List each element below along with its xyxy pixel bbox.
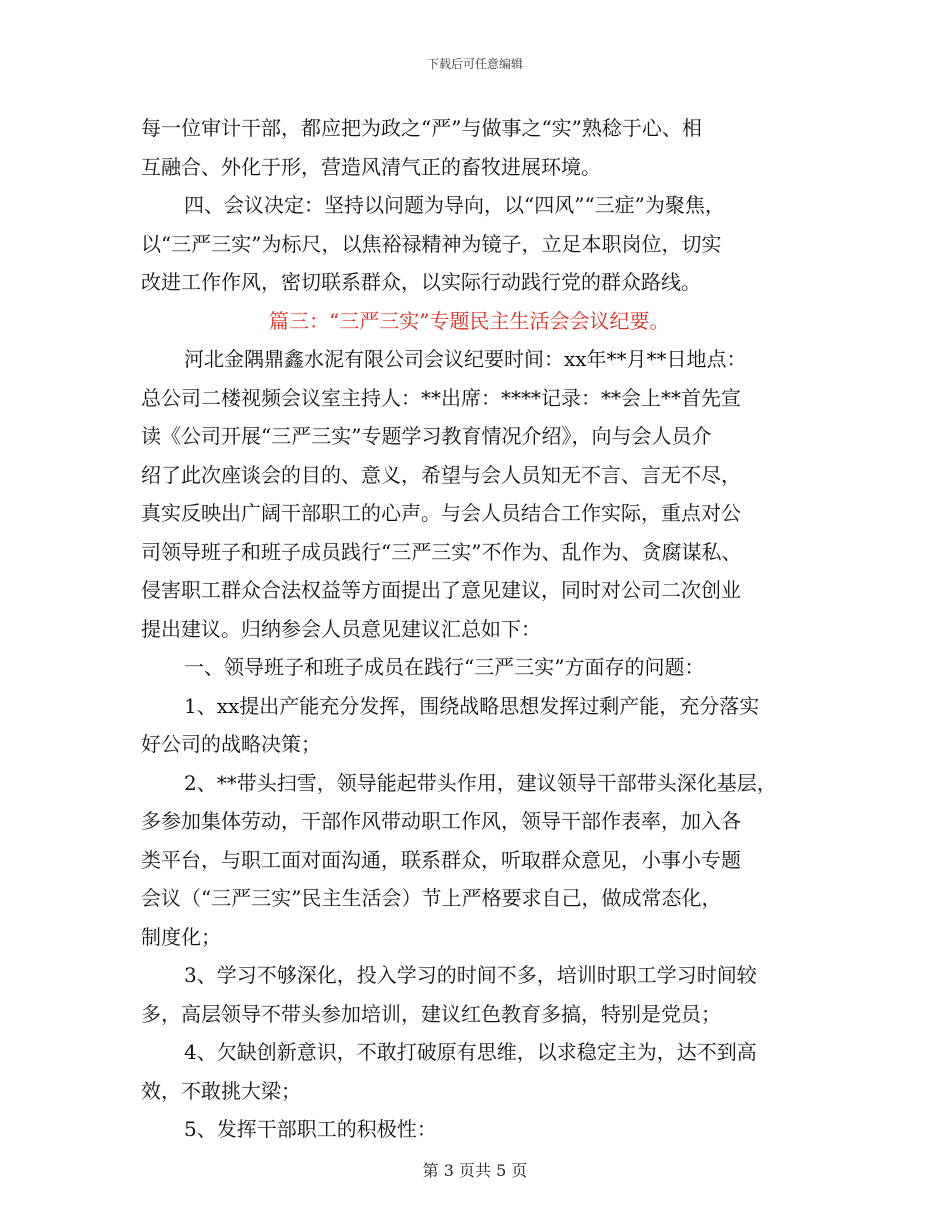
text-line: 类平台，与职工面对面沟通，联系群众，听取群众意见，小事小专题	[141, 847, 741, 872]
paragraph-9	[141, 1110, 831, 1149]
document-body	[141, 109, 831, 1149]
paragraph-5	[141, 687, 831, 764]
paragraph-8	[141, 1033, 831, 1110]
paragraph-6	[141, 764, 831, 957]
text-line: 多参加集体劳动，干部作风带动职工作风，领导干部作表率，加入各	[141, 809, 741, 833]
text-line: 总公司二楼视频会议室主持人：**出席：****记录：**会上**首先宣	[141, 385, 741, 410]
text-line: 3、学习不够深化，投入学习的时间不多，培训时职工学习时间较	[184, 963, 757, 987]
text-line: 司领导班子和班子成员践行“三严三实”不作为、乱作为、贪腐谋私、	[141, 539, 742, 564]
text-line: 提出建议。归纳参会人员意见建议汇总如下：	[141, 616, 541, 641]
text-line: 四、会议决定：坚持以问题为导向，以“四风”“三症”为聚焦，	[184, 193, 725, 217]
text-line: 制度化；	[141, 924, 221, 949]
text-line: 改进工作作风，密切联系群众，以实际行动践行党的群众路线。	[141, 270, 701, 294]
text-line: 多，高层领导不带头参加培训，建议红色教育多搞，特别是党员；	[141, 1001, 721, 1026]
text-line: 4、欠缺创新意识，不敢打破原有思维，以求稳定主为，达不到高	[184, 1040, 757, 1064]
page-header-note: 下载后可任意编辑	[426, 57, 523, 71]
paragraph-7	[141, 956, 831, 1033]
paragraph-3	[141, 340, 831, 648]
text-line: 侵害职工群众合法权益等方面提出了意见建议，同时对公司二次创业	[141, 578, 741, 602]
paragraph-1	[141, 109, 831, 186]
paragraph-4	[141, 648, 831, 687]
text-line: 效，不敢挑大梁；	[141, 1078, 301, 1103]
text-line: 5、发挥干部职工的积极性：	[184, 1117, 437, 1141]
text-line: 绍了此次座谈会的目的、意义，希望与会人员知无不言、言无不尽，	[141, 462, 741, 487]
text-line: 一、领导班子和班子成员在践行“三严三实”方面存的问题：	[184, 655, 705, 679]
paragraph-2	[141, 186, 831, 302]
text-line: 读《公司开展“三严三实”专题学习教育情况介绍》，向与会人员介	[141, 424, 712, 448]
text-line: 好公司的战略决策；	[141, 732, 321, 756]
text-line: 1、xx提出产能充分发挥，围绕战略思想发挥过剩产能，充分落实	[184, 693, 760, 718]
page-number: 第 3 页共 5 页	[422, 1161, 528, 1180]
text-line: 2、**带头扫雪，领导能起带头作用，建议领导干部带头深化基层，	[184, 770, 777, 795]
text-line: 以“三严三实”为标尺，以焦裕禄精神为镜子，立足本职岗位，切实	[141, 231, 722, 256]
text-line: 河北金隅鼎鑫水泥有限公司会议纪要时间：xx年**月**日地点：	[184, 347, 747, 371]
section-heading: 篇三：“三严三实”专题民主生活会会议纪要。	[269, 308, 670, 333]
text-line: 真实反映出广阔干部职工的心声。与会人员结合工作实际，重点对公	[141, 501, 741, 525]
text-line: 互融合、外化于形，营造风清气正的畜牧进展环境。	[141, 154, 601, 179]
text-line: 每一位审计干部，都应把为政之“严”与做事之“实”熟稔于心、相	[141, 116, 702, 140]
text-line: 会议（“三严三实”民主生活会）节上严格要求自己，做成常态化，	[141, 886, 722, 910]
